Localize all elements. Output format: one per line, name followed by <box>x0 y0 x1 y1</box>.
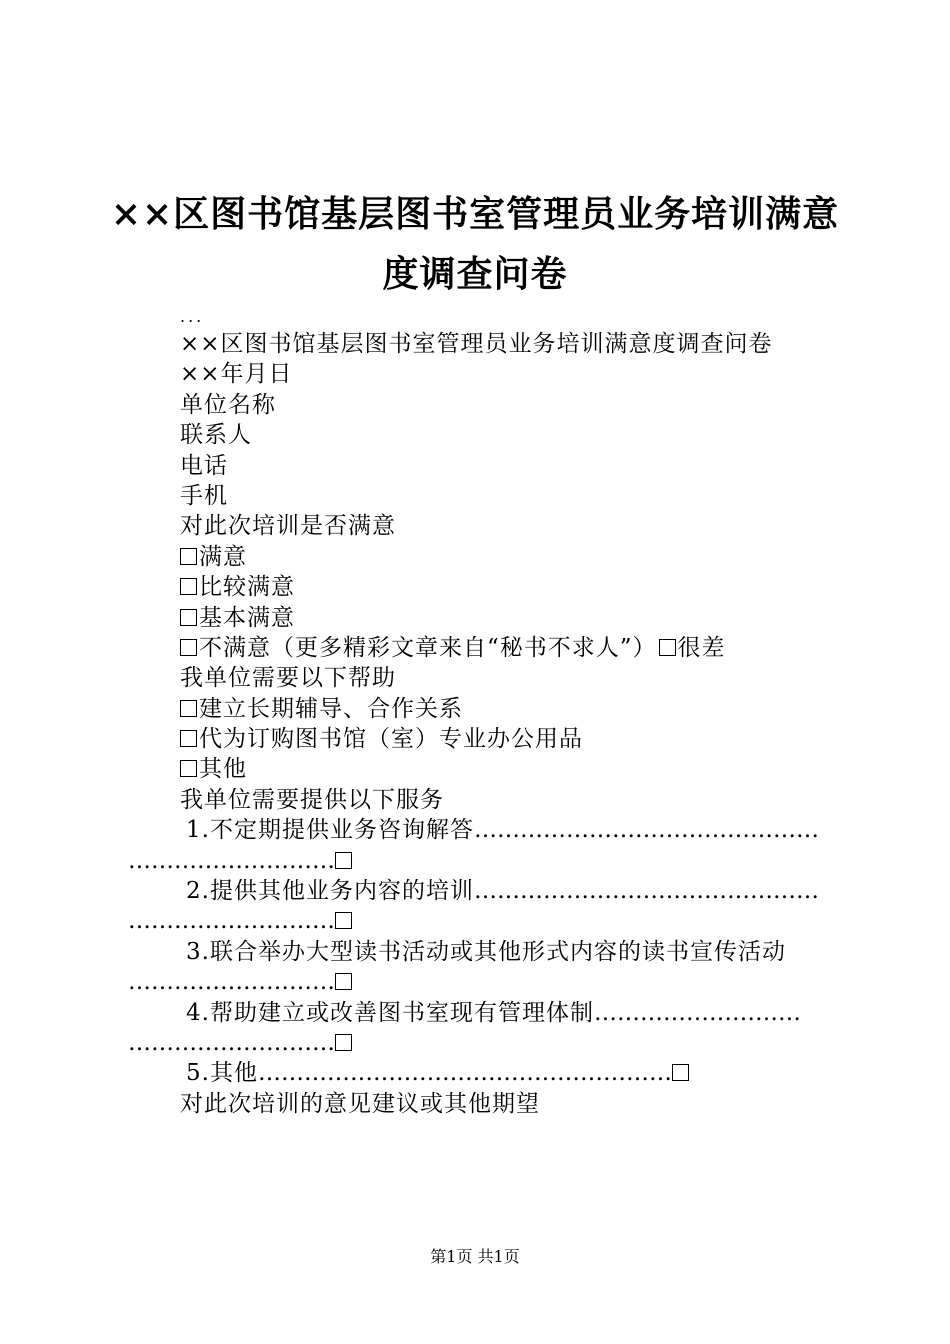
checkbox[interactable] <box>180 700 197 717</box>
document-title-line2: 度调查问卷 <box>382 253 568 295</box>
field-unit-name: 单位名称 <box>180 391 276 418</box>
service-item[interactable]: 3.联合举办大型读书活动或其他形式内容的读书宣传活动 ……………………… <box>128 938 786 996</box>
subtitle: ××区图书馆基层图书室管理员业务培训满意度调查问卷 <box>180 331 773 357</box>
q2-label: 我单位需要以下帮助 <box>180 665 396 692</box>
checkbox[interactable] <box>180 548 197 565</box>
q4-label: 对此次培训的意见建议或其他期望 <box>180 1090 540 1117</box>
checkbox[interactable] <box>180 609 197 626</box>
checkbox[interactable] <box>335 912 352 929</box>
q1-option[interactable]: 满意 <box>180 542 840 572</box>
q1-option[interactable]: 比较满意 <box>180 572 840 602</box>
service-item-other[interactable]: 5.其他……………………………………………… <box>186 1058 840 1088</box>
q1-option[interactable]: 基本满意 <box>180 603 840 633</box>
q2-option[interactable]: 代为订购图书馆（室）专业办公用品 <box>180 724 840 754</box>
service-item[interactable]: 4.帮助建立或改善图书室现有管理体制……………………… ……………………… <box>128 999 801 1057</box>
page-footer: 第1页 共1页 <box>430 1247 520 1266</box>
q1-option[interactable]: 不满意（更多精彩文章来自“秘书不求人”） 很差 <box>180 633 840 663</box>
checkbox[interactable] <box>180 760 197 777</box>
q1-label: 对此次培训是否满意 <box>180 513 396 540</box>
checkbox[interactable] <box>180 578 197 595</box>
document-body <box>128 307 840 1119</box>
field-phone: 电话 <box>180 452 228 479</box>
checkbox[interactable] <box>335 1034 352 1051</box>
checkbox[interactable] <box>659 639 676 656</box>
document-title-line1: ××区图书馆基层图书室管理员业务培训满意 <box>110 193 840 235</box>
service-item[interactable]: 1.不定期提供业务咨询解答……………………………………… ……………………… <box>128 817 819 874</box>
checkbox[interactable] <box>672 1064 689 1081</box>
field-contact: 联系人 <box>180 422 252 449</box>
q2-option[interactable]: 其他 <box>180 754 840 784</box>
checkbox[interactable] <box>180 639 197 656</box>
checkbox[interactable] <box>180 730 197 747</box>
checkbox[interactable] <box>335 973 352 990</box>
q3-label: 我单位需要提供以下服务 <box>180 786 444 813</box>
checkbox[interactable] <box>335 852 352 869</box>
service-item[interactable]: 2.提供其他业务内容的培训……………………………………… ……………………… <box>128 878 819 935</box>
ellipsis: ... <box>180 307 205 326</box>
q2-option[interactable]: 建立长期辅导、合作关系 <box>180 694 840 724</box>
field-mobile: 手机 <box>180 482 228 509</box>
date-line: ××年月日 <box>180 361 293 388</box>
